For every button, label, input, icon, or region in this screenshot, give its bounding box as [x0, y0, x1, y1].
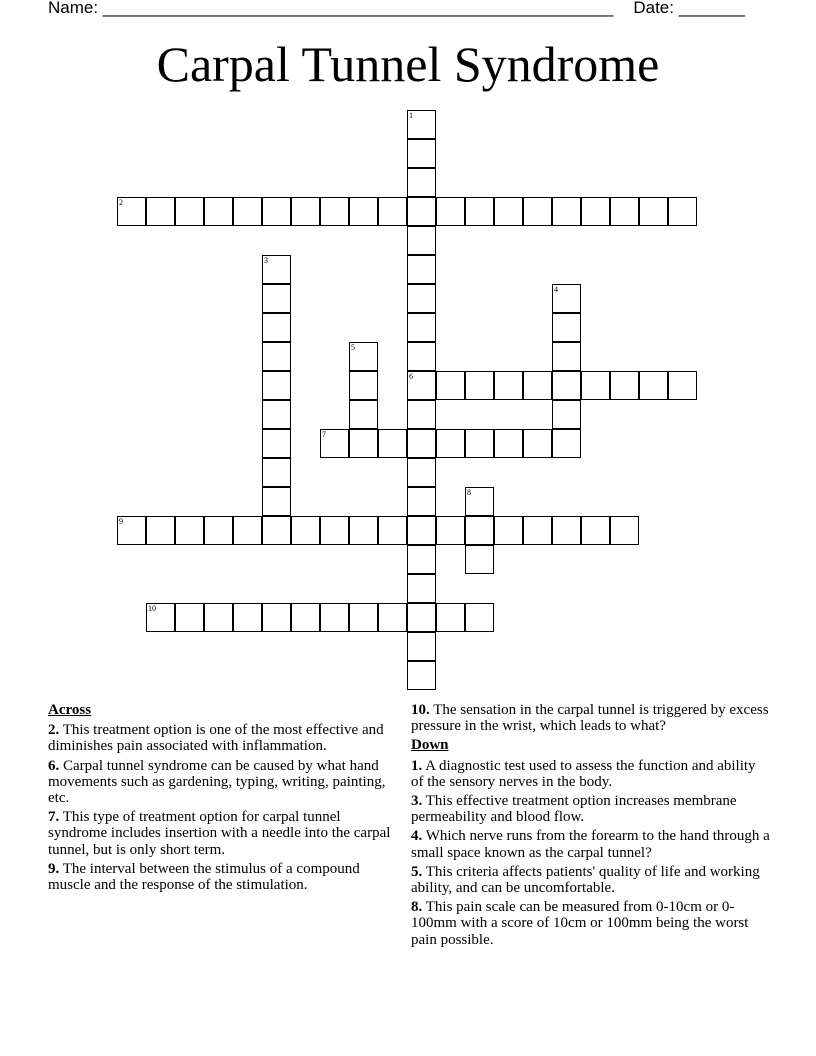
crossword-cell[interactable]: [494, 516, 523, 545]
crossword-cell[interactable]: [523, 429, 552, 458]
clues-right-column: [411, 702, 771, 951]
crossword-cell[interactable]: [552, 342, 581, 371]
across-clue: 2. This treatment option is one of the most effective and diminishes pain associated with inflammation.: [48, 722, 384, 755]
clues-left-column: [48, 702, 400, 896]
cell-number: 3: [264, 256, 268, 265]
crossword-cell[interactable]: [378, 429, 407, 458]
crossword-cell[interactable]: [262, 255, 291, 284]
crossword-cell[interactable]: [146, 516, 175, 545]
crossword-cell[interactable]: [610, 371, 639, 400]
crossword-cell[interactable]: [610, 197, 639, 226]
crossword-cell[interactable]: [175, 516, 204, 545]
crossword-cell[interactable]: [465, 429, 494, 458]
crossword-cell[interactable]: [581, 197, 610, 226]
crossword-cell[interactable]: [349, 400, 378, 429]
crossword-cell[interactable]: [465, 545, 494, 574]
crossword-cell[interactable]: [668, 371, 697, 400]
crossword-cell[interactable]: [262, 400, 291, 429]
crossword-cell[interactable]: [552, 313, 581, 342]
name-field[interactable]: Name: ______________________________________________________: [48, 0, 614, 17]
crossword-cell[interactable]: [407, 632, 436, 661]
crossword-cell[interactable]: [523, 371, 552, 400]
crossword-cell[interactable]: [349, 197, 378, 226]
crossword-cell[interactable]: [436, 516, 465, 545]
crossword-cell[interactable]: [378, 516, 407, 545]
crossword-cell[interactable]: [523, 197, 552, 226]
crossword-cell[interactable]: [378, 603, 407, 632]
crossword-cell[interactable]: [436, 429, 465, 458]
crossword-cell[interactable]: [349, 603, 378, 632]
crossword-cell[interactable]: [639, 371, 668, 400]
crossword-cell[interactable]: [523, 516, 552, 545]
crossword-cell[interactable]: [262, 603, 291, 632]
across-clue: 9. The interval between the stimulus of a compound muscle and the response of the stimulation.: [48, 860, 360, 894]
crossword-cell[interactable]: [552, 197, 581, 226]
crossword-cell[interactable]: [233, 603, 262, 632]
crossword-cell[interactable]: [146, 197, 175, 226]
crossword-cell[interactable]: [407, 429, 436, 458]
crossword-cell[interactable]: [407, 400, 436, 429]
crossword-cell[interactable]: [407, 458, 436, 487]
crossword-cell[interactable]: [407, 313, 436, 342]
crossword-cell[interactable]: [262, 342, 291, 371]
cell-number: 4: [554, 285, 558, 294]
crossword-cell[interactable]: [320, 516, 349, 545]
across-clue: 7. This type of treatment option for carpal tunnel syndrome includes insertion with a needle into the carpal tunnel, but is only short term.: [48, 809, 391, 858]
crossword-cell[interactable]: [320, 429, 349, 458]
crossword-cell[interactable]: [436, 197, 465, 226]
crossword-cell[interactable]: [262, 284, 291, 313]
down-clue: 4. Which nerve runs from the forearm to the hand through a small space known as the carpal tunnel?: [411, 828, 770, 861]
crossword-cell[interactable]: [117, 197, 146, 226]
across-heading: Across: [48, 702, 92, 718]
crossword-cell[interactable]: [436, 371, 465, 400]
cell-number: 8: [467, 488, 471, 497]
crossword-cell[interactable]: [668, 197, 697, 226]
crossword-cell[interactable]: [146, 603, 175, 632]
page-title: Carpal Tunnel Syndrome: [156, 36, 660, 92]
crossword-cell[interactable]: [262, 313, 291, 342]
crossword-cell[interactable]: [407, 661, 436, 690]
crossword-cell[interactable]: [407, 574, 436, 603]
crossword-cell[interactable]: [349, 429, 378, 458]
crossword-cell[interactable]: [407, 487, 436, 516]
crossword-cell[interactable]: [494, 429, 523, 458]
crossword-cell[interactable]: [552, 400, 581, 429]
crossword-cell[interactable]: [117, 516, 146, 545]
crossword-cell[interactable]: [465, 603, 494, 632]
crossword-cell[interactable]: [465, 197, 494, 226]
crossword-cell[interactable]: [552, 516, 581, 545]
crossword-cell[interactable]: [262, 429, 291, 458]
crossword-cell[interactable]: [407, 516, 436, 545]
crossword-cell[interactable]: [233, 516, 262, 545]
crossword-cell[interactable]: [581, 516, 610, 545]
crossword-cell[interactable]: [291, 197, 320, 226]
crossword-cell[interactable]: [407, 197, 436, 226]
crossword-cell[interactable]: [465, 487, 494, 516]
crossword-cell[interactable]: [262, 458, 291, 487]
crossword-cell[interactable]: [639, 197, 668, 226]
crossword-cell[interactable]: [407, 139, 436, 168]
cell-number: 7: [322, 430, 326, 439]
crossword-cell[interactable]: [494, 371, 523, 400]
crossword-cell[interactable]: [494, 197, 523, 226]
crossword-cell[interactable]: [291, 516, 320, 545]
cell-number: 6: [409, 372, 413, 381]
cell-number: 2: [119, 198, 123, 207]
down-heading: Down: [411, 737, 449, 754]
crossword-cell[interactable]: [407, 371, 436, 400]
crossword-cell[interactable]: [378, 197, 407, 226]
crossword-cell[interactable]: [407, 255, 436, 284]
crossword-cell[interactable]: [262, 487, 291, 516]
crossword-cell[interactable]: [610, 516, 639, 545]
down-clue: 8. This pain scale can be measured from 0-10cm or 0-100mm with a score of 10cm or 100mm being the worst pain possible.: [411, 899, 749, 948]
crossword-cell[interactable]: [407, 545, 436, 574]
crossword-cell[interactable]: [465, 371, 494, 400]
crossword-cell[interactable]: [175, 197, 204, 226]
down-clue: 1. A diagnostic test used to assess the function and ability of the sensory nerves in the body.: [411, 757, 756, 790]
crossword-cell[interactable]: [320, 197, 349, 226]
crossword-cell[interactable]: [552, 371, 581, 400]
crossword-cell[interactable]: [204, 197, 233, 226]
down-clue: 5. This criteria affects patients' quality of life and working ability, and can be uncomfortable.: [411, 863, 760, 897]
cell-number: 5: [351, 343, 355, 352]
crossword-cell[interactable]: [349, 371, 378, 400]
crossword-cell[interactable]: [436, 603, 465, 632]
crossword-cell[interactable]: [465, 516, 494, 545]
crossword-cell[interactable]: [552, 429, 581, 458]
crossword-cell[interactable]: [349, 342, 378, 371]
crossword-cell[interactable]: [349, 516, 378, 545]
crossword-cell[interactable]: [407, 603, 436, 632]
across-clue: 6. Carpal tunnel syndrome can be caused by what hand movements such as gardening, typing, writing, painting, etc.: [48, 757, 386, 807]
crossword-cell[interactable]: [175, 603, 204, 632]
crossword-cell[interactable]: [552, 284, 581, 313]
crossword-cell[interactable]: [407, 342, 436, 371]
down-clue: 3. This effective treatment option increases membrane permeability and blood flow.: [411, 793, 737, 826]
crossword-cell[interactable]: [320, 603, 349, 632]
crossword-cell[interactable]: [407, 168, 436, 197]
crossword-cell[interactable]: [262, 197, 291, 226]
crossword-cell[interactable]: [204, 603, 233, 632]
date-field[interactable]: Date: _______: [633, 0, 745, 17]
crossword-cell[interactable]: [291, 603, 320, 632]
crossword-cell[interactable]: [262, 516, 291, 545]
cell-number: 1: [409, 111, 413, 120]
crossword-cell[interactable]: [407, 284, 436, 313]
crossword-cell[interactable]: [407, 110, 436, 139]
cell-number: 10: [148, 604, 156, 613]
across-clue: 10. The sensation in the carpal tunnel is triggered by excess pressure in the wrist, which leads to what?: [411, 702, 769, 735]
crossword-cell[interactable]: [407, 226, 436, 255]
cell-number: 9: [119, 517, 123, 526]
crossword-cell[interactable]: [581, 371, 610, 400]
crossword-cell[interactable]: [262, 371, 291, 400]
crossword-cell[interactable]: [233, 197, 262, 226]
crossword-cell[interactable]: [204, 516, 233, 545]
